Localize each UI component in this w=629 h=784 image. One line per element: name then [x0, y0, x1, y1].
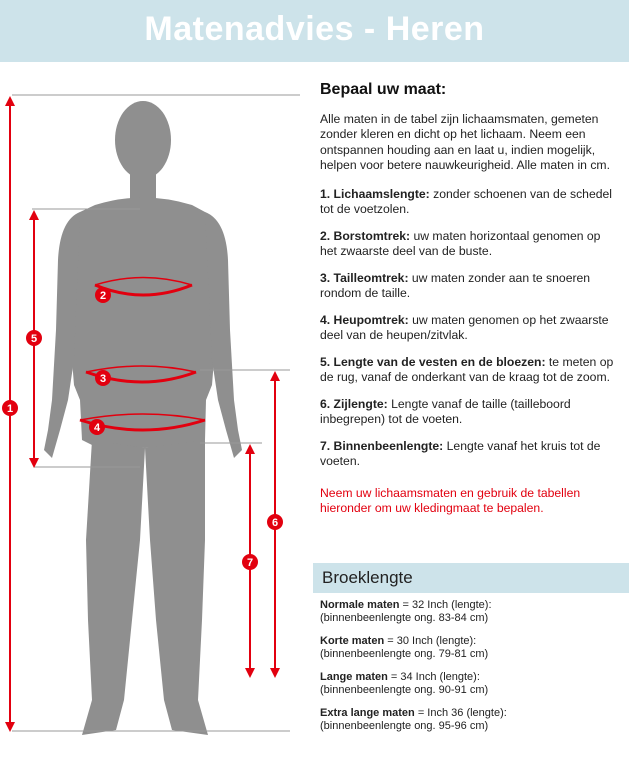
step-item — [320, 229, 620, 260]
pants-size-sub: (binnenbeenlengte ong. 95-96 cm) — [320, 720, 489, 732]
guide-note: Neem uw lichaamsmaten en gebruik de tabellen hieronder om uw kledingmaat te bepalen. — [320, 485, 581, 515]
step-label: 2. Borstomtrek: — [320, 228, 411, 243]
svg-text:1: 1 — [6, 403, 14, 415]
step-label: 7. Binnenbeenlengte: — [320, 438, 444, 453]
svg-text:3: 3 — [99, 373, 107, 385]
marker-4 — [89, 419, 105, 435]
page-title: Matenadvies - Heren — [144, 10, 485, 48]
pants-size-sub: (binnenbeenlengte ong. 79-81 cm) — [320, 648, 489, 660]
pants-size-sub: (binnenbeenlengte ong. 83-84 cm) — [320, 612, 489, 624]
svg-text:5: 5 — [30, 333, 38, 345]
pants-size-label: Extra lange maten — [320, 707, 415, 719]
marker-7 — [242, 554, 258, 570]
marker-6 — [267, 514, 283, 530]
step-item — [320, 271, 620, 302]
pants-size-sub: (binnenbeenlengte ong. 90-91 cm) — [320, 684, 489, 696]
svg-text:6: 6 — [271, 517, 279, 529]
step-label: 5. Lengte van de vesten en de bloezen: — [320, 354, 546, 369]
step-item — [320, 355, 620, 386]
step-item — [320, 187, 620, 218]
pants-size-text: = 30 Inch (lengte): — [384, 635, 477, 647]
step-item — [320, 439, 620, 470]
pants-size-label: Normale maten — [320, 599, 400, 611]
step-text: zonder schoenen van de schedel tot de voetzolen. — [320, 186, 612, 216]
pants-length-list — [320, 599, 620, 743]
marker-1 — [2, 400, 18, 416]
step-label: 1. Lichaamslengte: — [320, 186, 430, 201]
step-label: 6. Zijlengte: — [320, 396, 388, 411]
svg-text:4: 4 — [93, 422, 101, 434]
marker-5 — [26, 330, 42, 346]
pants-size-label: Korte maten — [320, 635, 385, 647]
pants-size-text: = 32 Inch (lengte): — [399, 599, 492, 611]
step-label: 3. Tailleomtrek: — [320, 270, 409, 285]
guide-intro: Alle maten in de tabel zijn lichaamsmaten, gemeten zonder kleren en dicht op het lichaam. Neem een ontspannen houding aan en laat u, indien mogelijk, helpen voor betere nauwkeurigheid. Alle maten in cm. — [320, 111, 610, 172]
marker-3 — [95, 370, 111, 386]
pants-length-title: Broeklengte — [322, 568, 413, 587]
header-banner — [0, 0, 629, 62]
step-item — [320, 397, 620, 428]
step-text: Lengte vanaf het kruis tot de voeten. — [320, 438, 601, 468]
guide-heading: Bepaal uw maat: — [320, 81, 447, 98]
step-text: te meten op de rug, vanaf de onderkant van de kraag tot de zoom. — [320, 354, 614, 384]
step-text: uw maten zonder aan te snoeren rondom de taille. — [320, 270, 591, 300]
list-item — [320, 599, 620, 625]
svg-text:2: 2 — [99, 290, 107, 302]
body-measurement-figure — [0, 62, 310, 784]
step-item — [320, 313, 620, 344]
male-silhouette — [44, 101, 242, 735]
step-text: Lengte vanaf de taille (tailleboord inbegrepen) tot de voeten. — [320, 396, 571, 426]
list-item — [320, 707, 620, 733]
marker-2 — [95, 287, 111, 303]
step-text: uw maten horizontaal genomen op het zwaarste deel van de buste. — [320, 228, 601, 258]
svg-text:7: 7 — [246, 557, 254, 569]
list-item — [320, 635, 620, 661]
pants-length-banner — [313, 563, 629, 593]
pants-size-text: = Inch 36 (lengte): — [414, 707, 507, 719]
step-label: 4. Heupomtrek: — [320, 312, 409, 327]
pants-size-label: Lange maten — [320, 671, 388, 683]
list-item — [320, 671, 620, 697]
pants-size-text: = 34 Inch (lengte): — [387, 671, 480, 683]
step-text: uw maten genomen op het zwaarste deel van de heupen/zitvlak. — [320, 312, 609, 342]
measurement-guide — [320, 82, 620, 517]
